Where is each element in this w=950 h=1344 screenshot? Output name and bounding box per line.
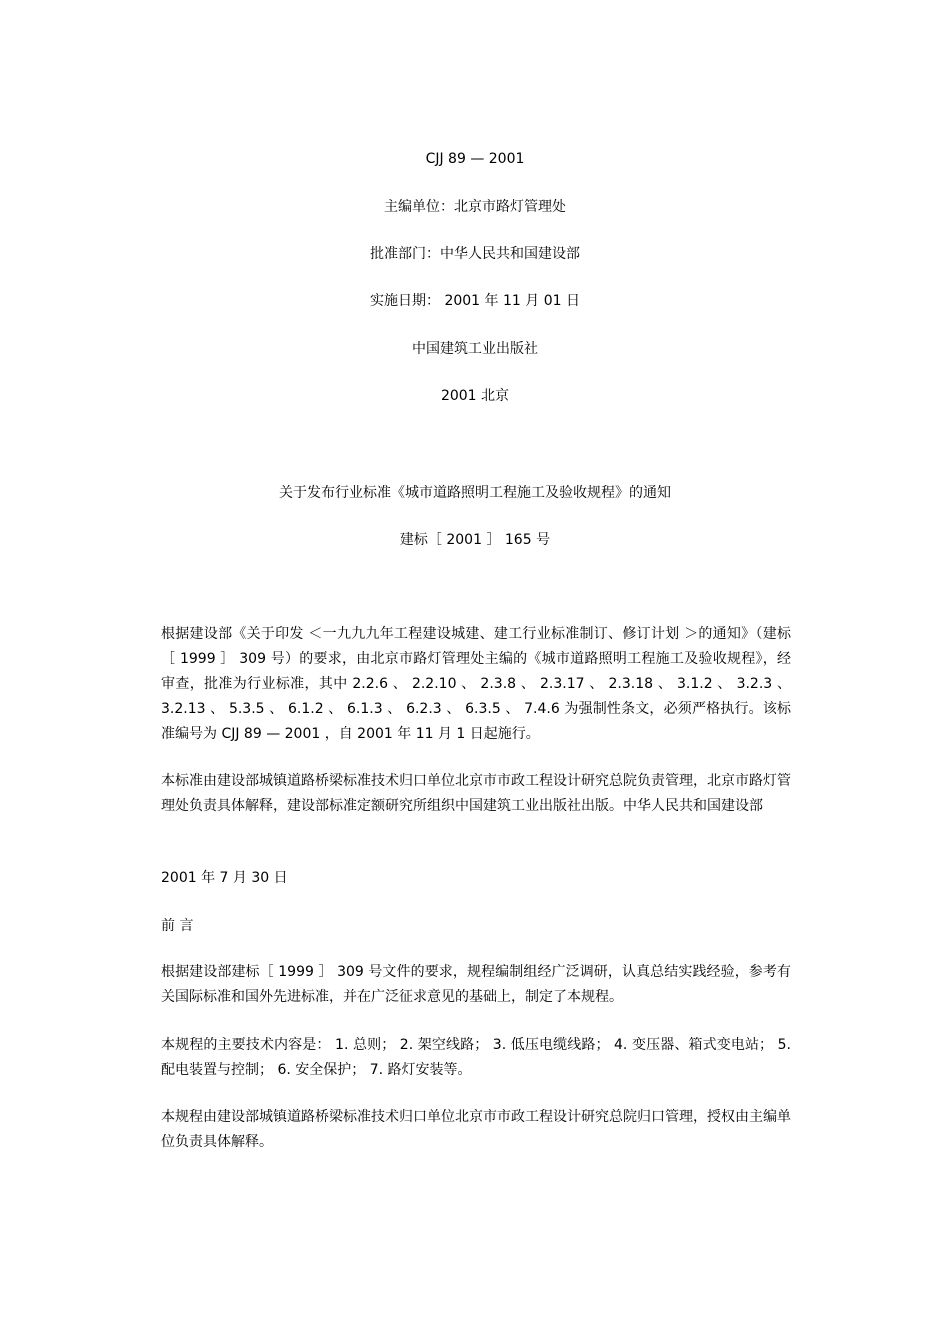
approval-department: 批准部门：中华人民共和国建设部 bbox=[370, 246, 580, 262]
preface-paragraph-1: 根据建设部建标［ 1999 ］ 309 号文件的要求，规程编制组经广泛调研，认真总结实践经验，参考有关国际标准和国外先进标准，并在广泛征求意见的基础上，制定了本规程。 bbox=[161, 964, 791, 1005]
place-year: 2001 北京 bbox=[440, 388, 510, 404]
effective-date: 实施日期： 2001 年 11 月 01 日 bbox=[370, 293, 580, 309]
standard-code: CJJ 89 — 2001 bbox=[425, 151, 525, 167]
publisher: 中国建筑工业出版社 bbox=[412, 341, 538, 357]
notice-number: 建标［ 2001 ］ 165 号 bbox=[399, 532, 551, 548]
preface-paragraph-3: 本规程由建设部城镇道路桥梁标准技术归口单位北京市市政工程设计研究总院归口管理，授权由主编单位负责具体解释。 bbox=[161, 1109, 791, 1150]
notice-paragraph-2: 本标准由建设部城镇道路桥梁标准技术归口单位北京市市政工程设计研究总院负责管理，北京市路灯管理处负责具体解释，建设部标准定额研究所组织中国建筑工业出版社出版。中华人民共和国建设部 bbox=[161, 773, 791, 814]
notice-title: 关于发布行业标准《城市道路照明工程施工及验收规程》的通知 bbox=[279, 485, 671, 501]
preface-paragraph-2: 本规程的主要技术内容是： 1. 总则； 2. 架空线路； 3. 低压电缆线路； 4. 变压器、箱式变电站； 5. 配电装置与控制； 6. 安全保护； 7. 路灯安装等。 bbox=[161, 1037, 791, 1078]
notice-date: 2001 年 7 月 30 日 bbox=[161, 870, 288, 886]
preface-heading: 前 言 bbox=[161, 918, 194, 934]
chief-editor-unit: 主编单位：北京市路灯管理处 bbox=[384, 199, 566, 215]
notice-paragraph-1: 根据建设部《关于印发 ＜一九九九年工程建设城建、建工行业标准制订、修订计划 ＞的通知》（建标［ 1999 ］ 309 号）的要求，由北京市路灯管理处主编的《城市道路照明工程施工及验收规程》，经审查，批准为行业标准，其中 2.2.6 、 2.2.10 、 2.3.8 、 2.3.17 、 2.3.18 、 3.1.2 、 3.2.3 、 3.2.13 、 5.3.5 、 6.1.2 、 6.1.3 、 6.2.3 、 6.3.5 、 7.4.6 为强制性条文，必须严格执行。该标准编号为 CJJ 89 — 2001 ，自 2001 年 11 月 1 日起施行。 bbox=[161, 626, 791, 742]
